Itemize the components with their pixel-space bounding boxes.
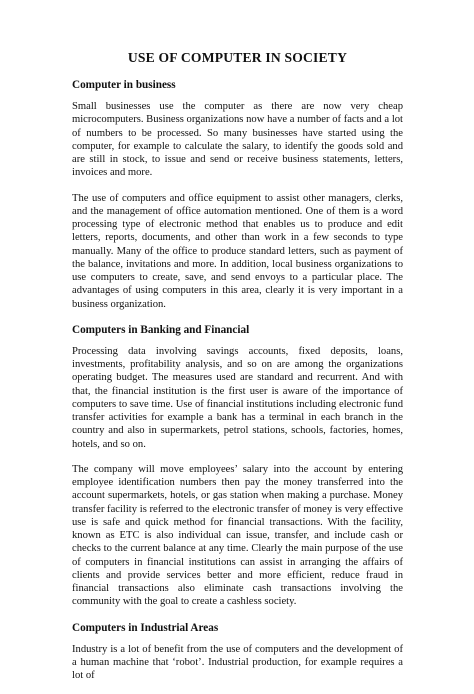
paragraph: Processing data involving savings accounts, fixed deposits, loans, investments, profitability analysis, and so on are among the organizations operating budget. The measures used are standard and recurrent. And with that, the financial institution is the first user is aware of the importance of computers to save time. Use of financial institutions including electronic fund transfer activities for example a bank has a terminal in each branch in the country and also in supermarkets, petrol stations, schools, factories, homes, hotels, and so on. bbox=[72, 345, 403, 450]
section-heading: Computers in Industrial Areas bbox=[72, 621, 219, 634]
paragraph: Small businesses use the computer as there are now very cheap microcomputers. Business organizations now have a number of facts and a lot of numbers to be processed. So many businesses have started using the computer, for example to calculate the salary, to identify the goods sold and are still in stock, to issue and send or receive business statements, letters, invoices and more. bbox=[72, 101, 403, 179]
section-heading: Computer in business bbox=[72, 79, 176, 91]
section-banking bbox=[72, 323, 403, 609]
section-industrial bbox=[72, 621, 403, 683]
section-business bbox=[72, 78, 403, 311]
paragraph: Industry is a lot of benefit from the use of computers and the development of a human machine that ‘robot’. Industrial production, for example requires a lot of bbox=[72, 643, 403, 681]
paragraph: The company will move employees’ salary into the account by entering employee identification numbers then pay the money transferred into the account supermarkets, hotels, or gas station when making a purchase. Money transfer facility is referred to the electronic transfer of money is very effective use is safe and quick method for financial transactions. With the facility, known as ETC is also individual can issue, transfer, and include cash or checks to the current balance at any time. Clearly the main purpose of the use of computers in financial institutions can assist in arranging the affairs of clients and provide services better and more efficient, reduce fraud in financial transactions also eliminate cash transactions involving the community with the goal to create a cashless society. bbox=[72, 463, 403, 608]
paragraph: The use of computers and office equipment to assist other managers, clerks, and the management of office automation mentioned. One of them is a word processing type of electronic method that enables us to produce and edit letters, reports, documents, and other than work in a few seconds to type manually. Many of the office to produce standard letters, such as payment of the balance, invitations and more. In addition, local business organizations to use computers to create, save, and send envoys to a particular place. The advantages of using computers in this area, clearly it is very important in a business organization. bbox=[72, 192, 403, 310]
document-page bbox=[72, 50, 403, 694]
section-heading: Computers in Banking and Financial bbox=[72, 323, 250, 336]
document-title: USE OF COMPUTER IN SOCIETY bbox=[127, 50, 348, 65]
